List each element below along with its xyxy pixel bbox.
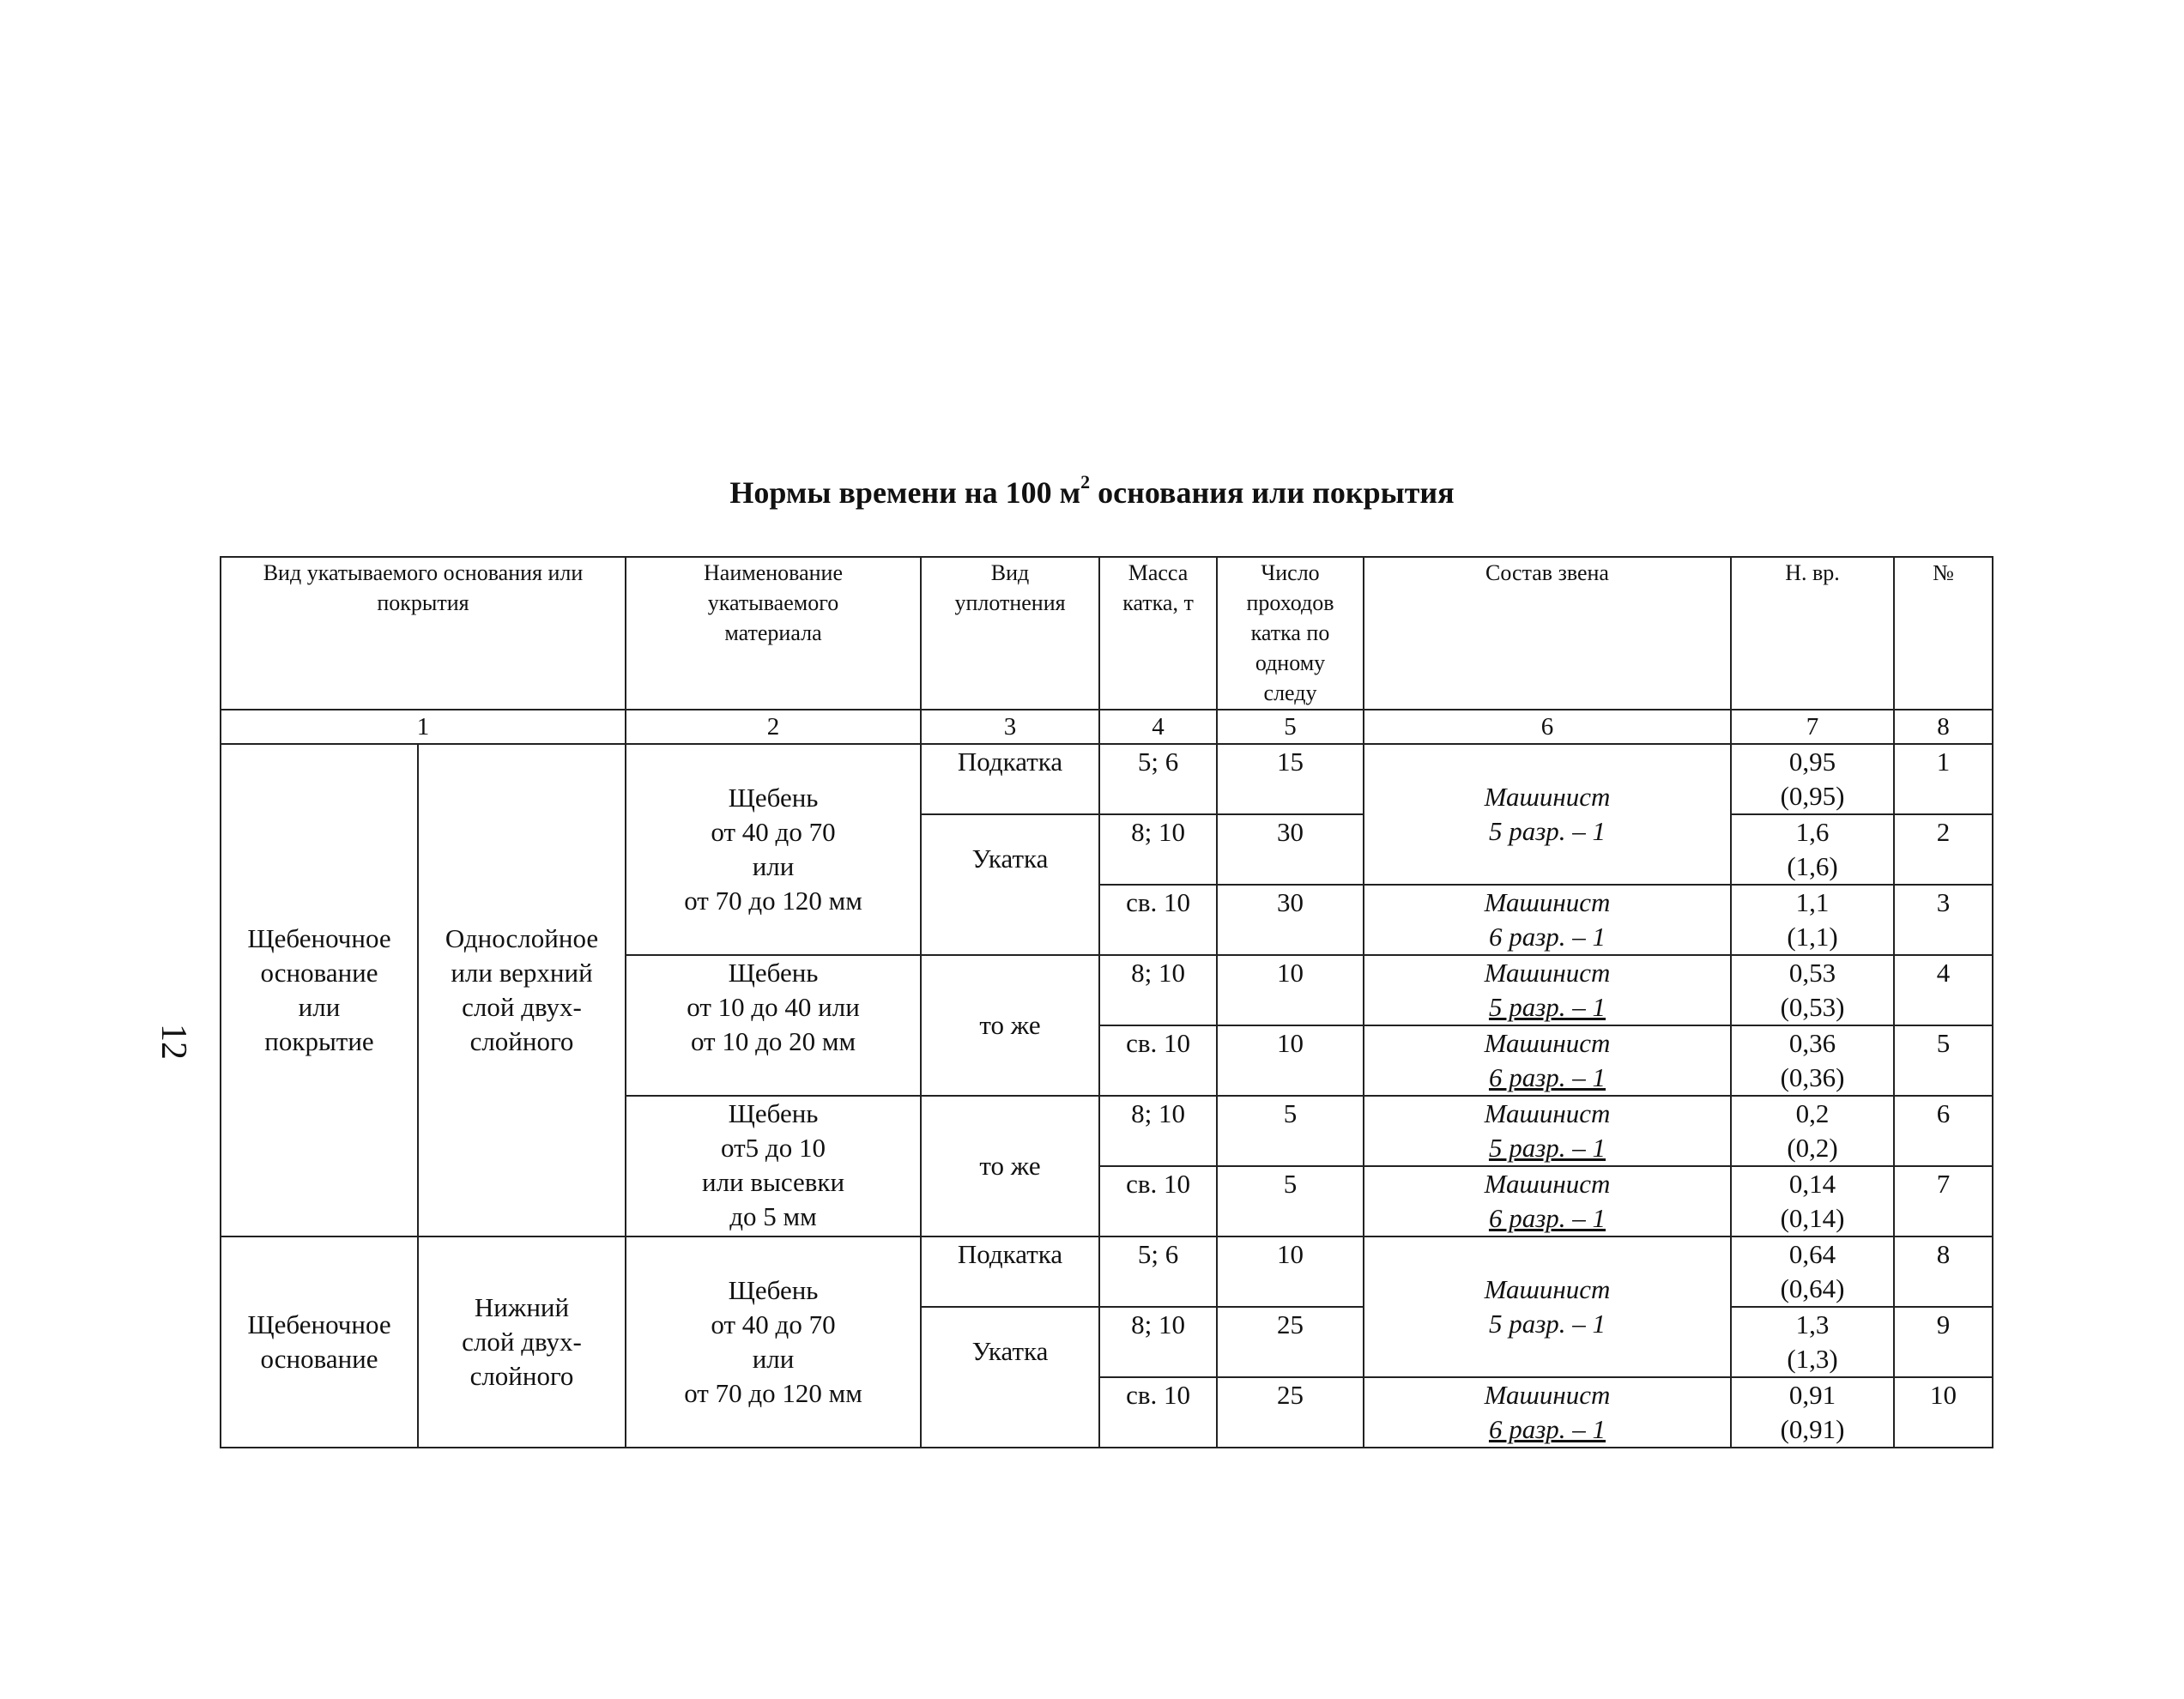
material-cell: Щебень от5 до 10 или высевки до 5 мм xyxy=(626,1096,921,1236)
crew-cell: Машинист 6 разр. – 1 xyxy=(1364,1166,1731,1236)
compaction-cell: Подкатка xyxy=(921,1236,1099,1307)
compaction-cell: то же xyxy=(921,1096,1099,1236)
number-cell: 5 xyxy=(1894,1025,1993,1096)
crew-cell: Машинист 5 разр. – 1 xyxy=(1364,744,1731,885)
page-number: 12 xyxy=(154,1024,193,1060)
number-cell: 7 xyxy=(1894,1166,1993,1236)
number-cell: 6 xyxy=(1894,1096,1993,1166)
massa-cell: св. 10 xyxy=(1099,1025,1217,1096)
col-number: 2 xyxy=(626,710,921,744)
header-no: № xyxy=(1894,557,1993,710)
col-number: 4 xyxy=(1099,710,1217,744)
col-number: 3 xyxy=(921,710,1099,744)
nvr-cell: 0,95 (0,95) xyxy=(1731,744,1894,814)
material-cell: Щебень от 10 до 40 или от 10 до 20 мм xyxy=(626,955,921,1096)
group-vid: Щебеночное основание или покрытие xyxy=(221,744,418,1236)
nvr-cell: 0,53 (0,53) xyxy=(1731,955,1894,1025)
massa-cell: св. 10 xyxy=(1099,885,1217,955)
header-nvr: Н. вр. xyxy=(1731,557,1894,710)
table-row xyxy=(221,1236,1993,1307)
material-cell: Щебень от 40 до 70 или от 70 до 120 мм xyxy=(626,744,921,955)
header-vid: Вид укатываемого основания или покрытия xyxy=(221,557,626,710)
massa-cell: 8; 10 xyxy=(1099,1096,1217,1166)
chislo-cell: 10 xyxy=(1217,1236,1364,1307)
col-number: 7 xyxy=(1731,710,1894,744)
number-cell: 4 xyxy=(1894,955,1993,1025)
header-massa: Масса катка, т xyxy=(1099,557,1217,710)
group-sloy: Однослойное или верхний слой двух- слойного xyxy=(418,744,626,1236)
massa-cell: 8; 10 xyxy=(1099,1307,1217,1377)
col-number: 6 xyxy=(1364,710,1731,744)
col-number: 8 xyxy=(1894,710,1993,744)
compaction-cell: Укатка xyxy=(921,814,1099,955)
nvr-cell: 0,64 (0,64) xyxy=(1731,1236,1894,1307)
page-title: Нормы времени на 100 $м^2$ основания или покрытия xyxy=(729,471,1455,510)
header-row xyxy=(221,557,1993,710)
compaction-cell: Укатка xyxy=(921,1307,1099,1448)
nvr-cell: 1,3 (1,3) xyxy=(1731,1307,1894,1377)
chislo-cell: 5 xyxy=(1217,1096,1364,1166)
nvr-cell: 0,2 (0,2) xyxy=(1731,1096,1894,1166)
chislo-cell: 30 xyxy=(1217,814,1364,885)
header-sostav: Состав звена xyxy=(1364,557,1731,710)
massa-cell: св. 10 xyxy=(1099,1166,1217,1236)
chislo-cell: 30 xyxy=(1217,885,1364,955)
chislo-cell: 10 xyxy=(1217,955,1364,1025)
header-upl: Вид уплотнения xyxy=(921,557,1099,710)
crew-cell: Машинист 5 разр. – 1 xyxy=(1364,1096,1731,1166)
number-cell: 3 xyxy=(1894,885,1993,955)
number-cell: 9 xyxy=(1894,1307,1993,1377)
number-cell: 10 xyxy=(1894,1377,1993,1448)
massa-cell: 5; 6 xyxy=(1099,744,1217,814)
nvr-cell: 1,6 (1,6) xyxy=(1731,814,1894,885)
nvr-cell: 0,14 (0,14) xyxy=(1731,1166,1894,1236)
massa-cell: 8; 10 xyxy=(1099,955,1217,1025)
header-chislo: Число проходов катка по одному следу xyxy=(1217,557,1364,710)
massa-cell: св. 10 xyxy=(1099,1377,1217,1448)
crew-cell: Машинист 6 разр. – 1 xyxy=(1364,885,1731,955)
crew-cell: Машинист 6 разр. – 1 xyxy=(1364,1025,1731,1096)
number-cell: 2 xyxy=(1894,814,1993,885)
column-number-row xyxy=(221,710,1993,744)
col-number: 5 xyxy=(1217,710,1364,744)
table-row xyxy=(221,744,1993,814)
nvr-cell: 0,91 (0,91) xyxy=(1731,1377,1894,1448)
chislo-cell: 25 xyxy=(1217,1307,1364,1377)
chislo-cell: 25 xyxy=(1217,1377,1364,1448)
compaction-cell: то же xyxy=(921,955,1099,1096)
norms-table xyxy=(220,556,1993,1448)
header-name: Наименование укатываемого материала xyxy=(626,557,921,710)
nvr-cell: 1,1 (1,1) xyxy=(1731,885,1894,955)
chislo-cell: 5 xyxy=(1217,1166,1364,1236)
col-number: 1 xyxy=(221,710,626,744)
group-vid: Щебеночное основание xyxy=(221,1236,418,1448)
crew-cell: Машинист 5 разр. – 1 xyxy=(1364,1236,1731,1377)
number-cell: 1 xyxy=(1894,744,1993,814)
group-sloy: Нижний слой двух- слойного xyxy=(418,1236,626,1448)
crew-cell: Машинист 6 разр. – 1 xyxy=(1364,1377,1731,1448)
massa-cell: 5; 6 xyxy=(1099,1236,1217,1307)
number-cell: 8 xyxy=(1894,1236,1993,1307)
crew-cell: Машинист 5 разр. – 1 xyxy=(1364,955,1731,1025)
chislo-cell: 15 xyxy=(1217,744,1364,814)
material-cell: Щебень от 40 до 70 или от 70 до 120 мм xyxy=(626,1236,921,1448)
nvr-cell: 0,36 (0,36) xyxy=(1731,1025,1894,1096)
compaction-cell: Подкатка xyxy=(921,744,1099,814)
chislo-cell: 10 xyxy=(1217,1025,1364,1096)
massa-cell: 8; 10 xyxy=(1099,814,1217,885)
